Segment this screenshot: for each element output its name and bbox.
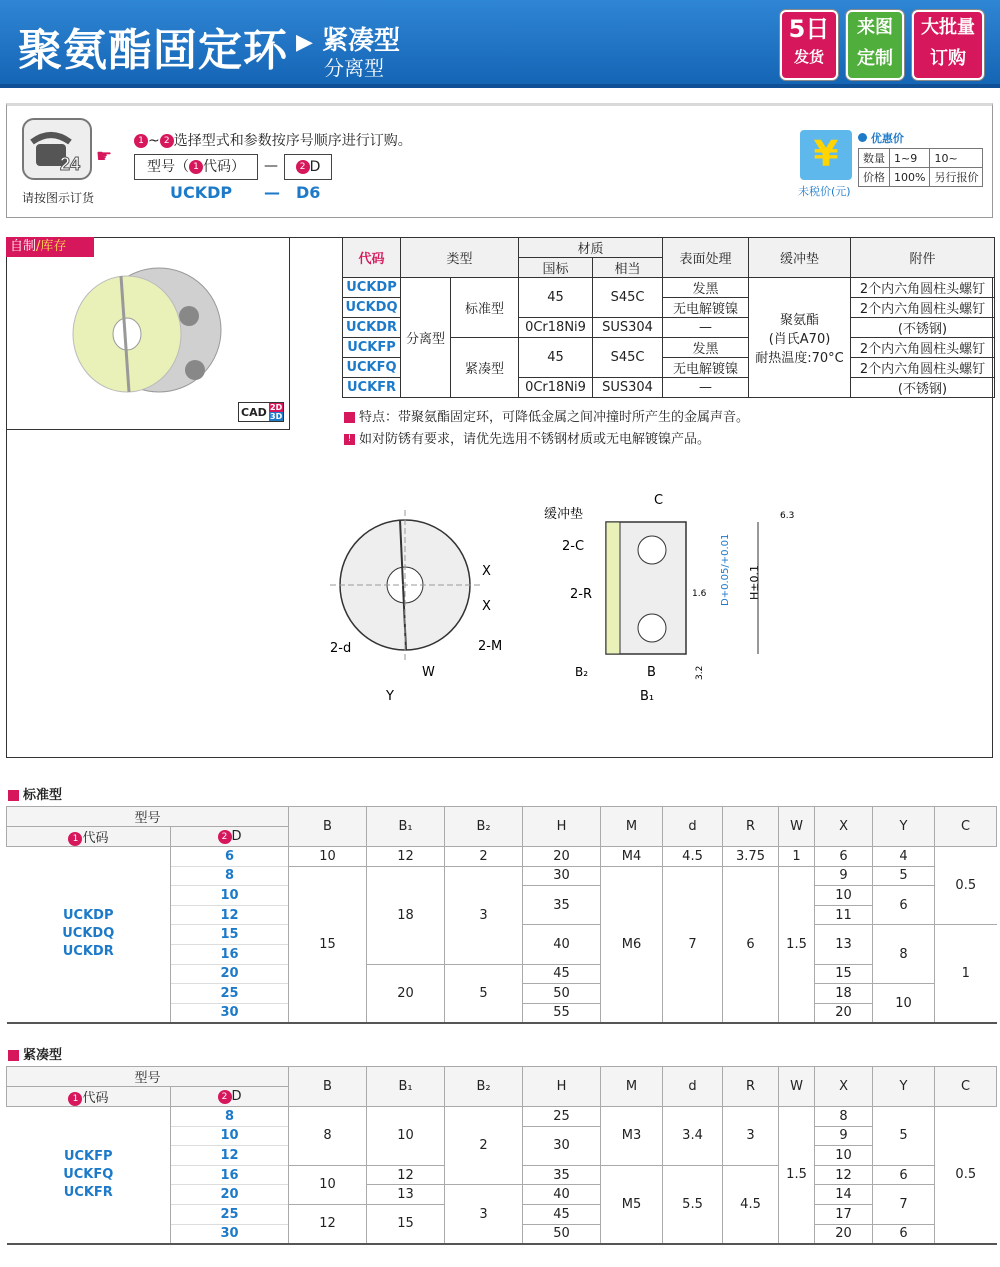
badge-5day-ship: 5日 发货 <box>780 10 838 80</box>
table-cell: 25 <box>523 1107 601 1127</box>
table-cell: 5 <box>873 1107 935 1166</box>
table-cell: 3.75 <box>723 847 779 867</box>
table-cell: H <box>523 1067 601 1107</box>
spec-cell: 45 <box>519 338 593 378</box>
d-box: 2 D <box>284 154 332 180</box>
table-cell: 25 <box>171 984 289 1004</box>
spec-cell: 2个内六角圆柱头螺钉 <box>851 298 995 318</box>
table-cell: 30 <box>171 1224 289 1244</box>
yen-icon: ¥ <box>800 130 852 180</box>
price-table: 优惠价 数量 1~9 10~ 价格 100% 另行报价 <box>858 130 983 187</box>
spec-cell: (不锈钢) <box>851 318 995 338</box>
table-cell: 7 <box>873 1185 935 1224</box>
table-cell: 8 <box>873 925 935 984</box>
table-cell: 1 代码 <box>7 1087 171 1107</box>
table-cell: 10 <box>367 1107 445 1166</box>
table-cell: 35 <box>523 886 601 925</box>
table-cell: 55 <box>523 1003 601 1023</box>
table-cell: M6 <box>601 866 663 1023</box>
table-cell: d <box>663 1067 723 1107</box>
spec-cell: 紧凑型 <box>451 338 519 398</box>
table-cell: 18 <box>367 866 445 964</box>
svg-text:C: C <box>654 493 664 508</box>
table-cell: 40 <box>523 1185 601 1205</box>
table-cell: B₂ <box>445 1067 523 1107</box>
svg-text:2-C: 2-C <box>562 539 585 554</box>
table-cell: 17 <box>815 1204 873 1224</box>
svg-text:X: X <box>482 599 491 614</box>
table-cell: B <box>289 1067 367 1107</box>
spec-cell: 国标 <box>519 258 593 278</box>
table-cell: 6 <box>873 1165 935 1185</box>
page-header <box>0 0 1000 88</box>
table-cell: W <box>779 807 815 847</box>
table-cell: 6 <box>723 866 779 1023</box>
model-code-box: 型号（ 1 代码） <box>134 154 258 180</box>
table-cell: 30 <box>171 1003 289 1023</box>
spec-cell: 表面处理 <box>663 238 749 278</box>
rust-note: ! 如对防锈有要求，请优先选用不锈钢材质或无电解镀镍产品。 <box>344 428 710 447</box>
example-code: UCKDP <box>170 183 233 202</box>
spec-cell: UCKFQ <box>343 358 401 378</box>
svg-text:W: W <box>422 665 435 680</box>
spec-cell: 代码 <box>343 238 401 278</box>
table-cell: 10 <box>289 1165 367 1204</box>
table-cell: 10 <box>815 1146 873 1166</box>
spec-cell: 类型 <box>401 238 519 278</box>
table-cell: B <box>289 807 367 847</box>
table-cell: 16 <box>171 944 289 964</box>
table-cell: 15 <box>815 964 873 984</box>
spec-cell: 发黑 <box>663 278 749 298</box>
svg-text:B₁: B₁ <box>640 689 655 704</box>
order-dash: — <box>264 158 278 174</box>
table-cell: 12 <box>171 1146 289 1166</box>
table-cell: X <box>815 807 873 847</box>
table-cell: 20 <box>815 1003 873 1023</box>
table-cell: 1.5 <box>779 1107 815 1244</box>
table-cell: 45 <box>523 964 601 984</box>
price-label: 未税价(元) <box>798 185 851 198</box>
table-cell: 16 <box>171 1165 289 1185</box>
table-cell: 0.5 <box>935 847 997 925</box>
stock-tag: 自制/库存 <box>6 237 94 257</box>
table-cell: 11 <box>815 905 873 925</box>
table-cell: 2 D <box>171 827 289 847</box>
subtitle-split: 分离型 <box>324 56 384 80</box>
svg-text:1.6: 1.6 <box>692 589 707 599</box>
table-cell: 13 <box>815 925 873 964</box>
table-cell: 45 <box>523 1204 601 1224</box>
badge-custom: 来图 定制 <box>846 10 904 80</box>
table-cell: Y <box>873 1067 935 1107</box>
svg-text:H±0.1: H±0.1 <box>748 565 761 600</box>
order-instruction: 1 ~ 2 选择型式和参数按序号顺序进行订购。 <box>134 130 412 150</box>
table-cell: M5 <box>601 1165 663 1243</box>
table-cell: B₁ <box>367 1067 445 1107</box>
table-cell: 型号 <box>7 1067 289 1087</box>
table-cell: 15 <box>367 1204 445 1243</box>
cmp-section-title: 紧凑型 <box>8 1044 62 1063</box>
title-arrow-icon: ▶ <box>296 30 313 55</box>
table-cell: 6 <box>873 1224 935 1244</box>
phone-24-icon <box>22 118 92 180</box>
spec-cell: — <box>663 378 749 398</box>
table-cell: 8 <box>171 866 289 886</box>
spec-cell: S45C <box>593 338 663 378</box>
table-cell: R <box>723 1067 779 1107</box>
spec-cell: 0Cr18Ni9 <box>519 378 593 398</box>
table-cell: 12 <box>289 1204 367 1243</box>
spec-cell: 附件 <box>851 238 995 278</box>
table-cell: 9 <box>815 866 873 886</box>
table-cell: 15 <box>171 925 289 945</box>
svg-text:B₂: B₂ <box>575 665 589 679</box>
table-cell: 10 <box>171 1126 289 1146</box>
std-section-title: 标准型 <box>8 784 62 803</box>
spec-cell: UCKDR <box>343 318 401 338</box>
spec-cell: 45 <box>519 278 593 318</box>
table-cell: 3 <box>445 866 523 964</box>
table-cell: 2 <box>445 847 523 867</box>
table-cell: 20 <box>171 964 289 984</box>
table-cell: 10 <box>873 984 935 1023</box>
table-cell: 13 <box>367 1185 445 1205</box>
table-cell: 50 <box>523 1224 601 1244</box>
svg-text:缓冲垫: 缓冲垫 <box>544 507 584 522</box>
table-cell: 0.5 <box>935 1107 997 1244</box>
table-cell: 4.5 <box>663 847 723 867</box>
table-cell: 2 D <box>171 1087 289 1107</box>
table-cell: 5 <box>445 964 523 1023</box>
table-cell: 20 <box>171 1185 289 1205</box>
spec-cell: 材质 <box>519 238 663 258</box>
table-cell: 6 <box>815 847 873 867</box>
feature-note: 特点：带聚氨酯固定环，可降低金属之间冲撞时所产生的金属声音。 <box>344 406 749 425</box>
table-cell: 3.4 <box>663 1107 723 1166</box>
spec-cell: 缓冲垫 <box>749 238 851 278</box>
svg-text:6.3: 6.3 <box>780 511 795 521</box>
spec-cell: 无电解镀镍 <box>663 298 749 318</box>
spec-cell: 发黑 <box>663 338 749 358</box>
table-cell: UCKFP UCKFQ UCKFR <box>7 1107 171 1244</box>
table-cell: 40 <box>523 925 601 964</box>
svg-text:Y: Y <box>386 689 394 704</box>
std-table <box>6 806 997 1024</box>
table-cell: 1 <box>779 847 815 867</box>
spec-cell: 分离型 <box>401 278 451 398</box>
table-cell: 6 <box>873 886 935 925</box>
pointing-hand-icon: ☛ <box>96 146 113 167</box>
table-cell: 20 <box>523 847 601 867</box>
spec-cell: UCKFP <box>343 338 401 358</box>
spec-cell: 标准型 <box>451 278 519 338</box>
table-cell: 20 <box>815 1224 873 1244</box>
spec-cell: 2个内六角圆柱头螺钉 <box>851 338 995 358</box>
table-cell: W <box>779 1067 815 1107</box>
spec-cell: 相当 <box>593 258 663 278</box>
table-cell: 8 <box>171 1107 289 1127</box>
table-cell: 9 <box>815 1126 873 1146</box>
spec-cell: SUS304 <box>593 378 663 398</box>
table-cell: M <box>601 807 663 847</box>
table-cell: 2 <box>445 1107 523 1185</box>
spec-cell: 2个内六角圆柱头螺钉 <box>851 278 995 298</box>
table-cell: C <box>935 1067 997 1107</box>
svg-text:D+0.05/+0.01: D+0.05/+0.01 <box>720 533 731 606</box>
table-cell: 30 <box>523 866 601 886</box>
spec-cell: 0Cr18Ni9 <box>519 318 593 338</box>
example-dash: — <box>264 183 280 202</box>
table-cell: 15 <box>289 866 367 1023</box>
table-cell: 5.5 <box>663 1165 723 1243</box>
table-cell: 3 <box>723 1107 779 1166</box>
cad-badge[interactable]: CAD 2D 3D <box>238 402 284 422</box>
table-cell: 8 <box>815 1107 873 1127</box>
spec-cell: 2个内六角圆柱头螺钉 <box>851 358 995 378</box>
table-cell: 7 <box>663 866 723 1023</box>
table-cell: 12 <box>171 905 289 925</box>
table-cell: 1.5 <box>779 866 815 1023</box>
table-cell: H <box>523 807 601 847</box>
table-cell: 12 <box>367 847 445 867</box>
spec-cell: 无电解镀镍 <box>663 358 749 378</box>
technical-drawing <box>300 480 820 720</box>
table-cell: 3 <box>445 1185 523 1244</box>
spec-cell: SUS304 <box>593 318 663 338</box>
table-cell: 4 <box>873 847 935 867</box>
table-cell: 型号 <box>7 807 289 827</box>
spec-cell: S45C <box>593 278 663 318</box>
table-cell: 6 <box>171 847 289 867</box>
table-cell: M <box>601 1067 663 1107</box>
table-cell: X <box>815 1067 873 1107</box>
svg-text:2-d: 2-d <box>330 641 352 656</box>
spec-cell: — <box>663 318 749 338</box>
table-cell: 10 <box>171 886 289 906</box>
table-cell: 20 <box>367 964 445 1023</box>
table-cell: R <box>723 807 779 847</box>
svg-text:24: 24 <box>60 154 81 174</box>
svg-text:2-R: 2-R <box>570 587 592 602</box>
svg-text:X: X <box>482 564 491 579</box>
spec-cell: 聚氨酯 (肖氏A70) 耐热温度:70°C <box>749 278 851 398</box>
table-cell: Y <box>873 807 935 847</box>
svg-text:3.2: 3.2 <box>695 665 705 680</box>
table-cell: 30 <box>523 1126 601 1165</box>
svg-text:B: B <box>647 665 656 680</box>
table-cell: 35 <box>523 1165 601 1185</box>
table-cell: UCKDP UCKDQ UCKDR <box>7 847 171 1023</box>
table-cell: 5 <box>873 866 935 886</box>
spec-cell: UCKFR <box>343 378 401 398</box>
example-d: D6 <box>296 183 321 202</box>
spec-cell: UCKDP <box>343 278 401 298</box>
spec-table <box>342 237 995 398</box>
table-cell: 4.5 <box>723 1165 779 1243</box>
table-cell: 14 <box>815 1185 873 1205</box>
table-cell: C <box>935 807 997 847</box>
table-cell: 10 <box>815 886 873 906</box>
table-cell: d <box>663 807 723 847</box>
subtitle-compact: 紧凑型 <box>322 26 401 56</box>
table-cell: M4 <box>601 847 663 867</box>
table-cell: 12 <box>367 1165 445 1185</box>
cmp-table <box>6 1066 997 1245</box>
table-cell: 8 <box>289 1107 367 1166</box>
svg-text:2-M: 2-M <box>478 639 503 654</box>
badge-bulk-order: 大批量 订购 <box>912 10 984 80</box>
table-cell: 18 <box>815 984 873 1004</box>
table-cell: 10 <box>289 847 367 867</box>
table-cell: 1 <box>935 925 997 1023</box>
table-cell: 50 <box>523 984 601 1004</box>
spec-cell: UCKDQ <box>343 298 401 318</box>
table-cell: 25 <box>171 1204 289 1224</box>
table-cell: 1 代码 <box>7 827 171 847</box>
phone-label: 请按图示订货 <box>22 191 95 205</box>
spec-cell: (不锈钢) <box>851 378 995 398</box>
table-cell: M3 <box>601 1107 663 1166</box>
table-cell: 12 <box>815 1165 873 1185</box>
table-cell: B₂ <box>445 807 523 847</box>
table-cell: B₁ <box>367 807 445 847</box>
page-title: 聚氨酯固定环 <box>18 25 288 76</box>
